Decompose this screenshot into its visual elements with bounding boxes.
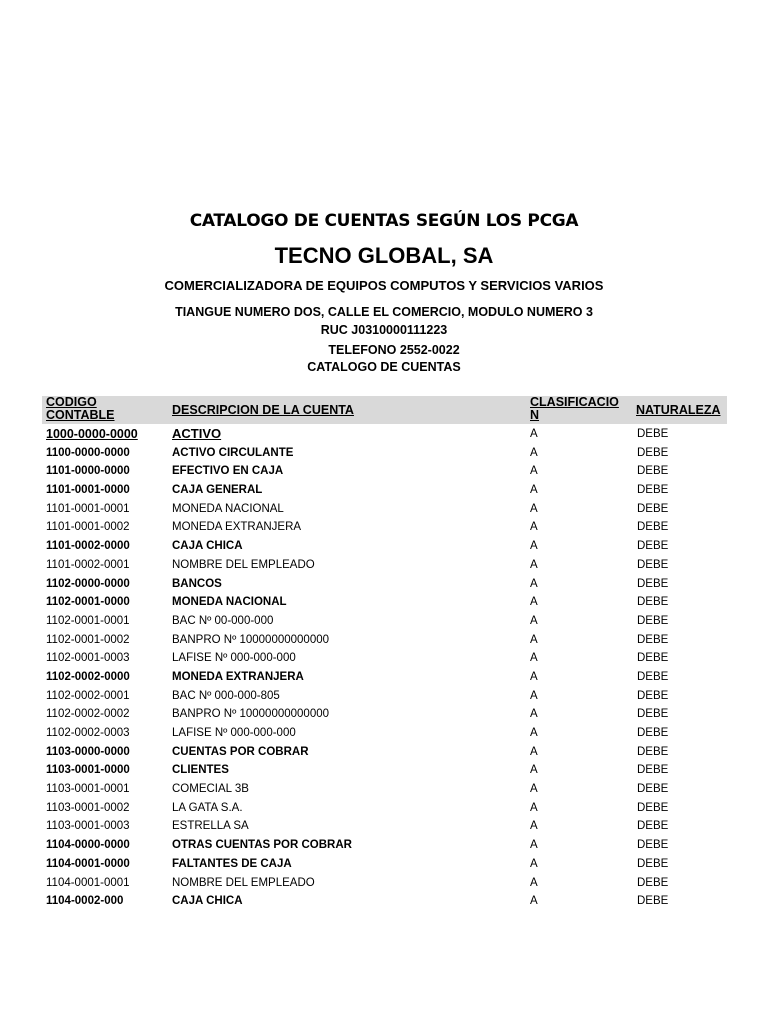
account-nature: DEBE — [637, 764, 669, 777]
account-classification: A — [530, 857, 538, 870]
table-row — [0, 724, 768, 743]
company-ruc: RUC J0310000111223 — [320, 323, 448, 337]
account-description: NOMBRE DEL EMPLEADO — [172, 876, 315, 889]
account-classification: A — [530, 652, 538, 665]
account-nature: DEBE — [637, 670, 669, 683]
account-description: MONEDA NACIONAL — [172, 502, 284, 515]
account-classification: A — [530, 596, 538, 609]
account-code: 1104-0001-0001 — [46, 876, 130, 889]
header-code: CODIGO CONTABLE — [46, 395, 115, 422]
account-description: COMECIAL 3B — [172, 783, 249, 796]
account-classification: A — [530, 558, 538, 571]
account-code: 1101-0002-0000 — [46, 540, 130, 553]
account-description: CAJA CHICA — [172, 895, 243, 908]
account-description: LAFISE Nº 000-000-000 — [172, 652, 296, 665]
account-classification: A — [530, 577, 538, 590]
account-code: 1102-0001-0000 — [46, 596, 130, 609]
table-row — [0, 705, 768, 724]
account-code: 1104-0001-0000 — [46, 857, 130, 870]
table-row — [0, 687, 768, 706]
account-code: 1103-0001-0002 — [46, 801, 130, 814]
account-description: CAJA GENERAL — [172, 484, 263, 497]
table-row — [0, 874, 768, 893]
account-classification: A — [530, 540, 538, 553]
account-code: 1100-0000-0000 — [46, 446, 130, 459]
account-code: 1102-0002-0001 — [46, 689, 130, 702]
account-nature: DEBE — [637, 465, 669, 478]
account-nature: DEBE — [637, 708, 669, 721]
account-classification: A — [530, 521, 538, 534]
account-description: MONEDA NACIONAL — [172, 596, 287, 609]
account-classification: A — [530, 428, 538, 440]
header-description: DESCRIPCION DE LA CUENTA — [172, 403, 354, 417]
account-nature: DEBE — [637, 540, 669, 553]
account-nature: DEBE — [637, 857, 669, 870]
document-title: CATALOGO DE CUENTAS SEGÚN LOS PCGA — [189, 211, 579, 231]
table-row — [0, 817, 768, 836]
account-classification: A — [530, 446, 538, 459]
catalog-label: CATALOGO DE CUENTAS — [307, 360, 461, 374]
table-row — [0, 481, 768, 500]
table-row — [0, 855, 768, 874]
table-row — [0, 631, 768, 650]
account-classification: A — [530, 484, 538, 497]
account-description: CLIENTES — [172, 764, 229, 777]
account-code: 1102-0000-0000 — [46, 577, 130, 590]
account-description: CUENTAS POR COBRAR — [172, 745, 309, 758]
account-code: 1102-0002-0002 — [46, 708, 130, 721]
company-address: TIANGUE NUMERO DOS, CALLE EL COMERCIO, MODULO NUMERO 3 — [175, 305, 593, 319]
account-classification: A — [530, 689, 538, 702]
account-nature: DEBE — [637, 727, 669, 739]
account-description: BANCOS — [172, 577, 222, 590]
account-code: 1104-0000-0000 — [46, 839, 130, 852]
account-classification: A — [530, 820, 538, 833]
account-code: 1104-0002-000 — [46, 895, 124, 908]
account-code: 1000-0000-0000 — [46, 427, 138, 441]
table-header — [42, 396, 727, 424]
account-code: 1102-0002-0003 — [46, 727, 130, 739]
account-classification: A — [530, 783, 538, 796]
table-row — [0, 612, 768, 631]
account-description: MONEDA EXTRANJERA — [172, 521, 302, 534]
account-code: 1103-0000-0000 — [46, 745, 130, 758]
account-description: BANPRO Nº 10000000000000 — [172, 633, 330, 646]
table-row — [0, 892, 768, 911]
table-row — [0, 799, 768, 818]
account-description: NOMBRE DEL EMPLEADO — [172, 558, 315, 571]
account-code: 1101-0001-0000 — [46, 484, 130, 497]
account-code: 1101-0002-0001 — [46, 558, 130, 571]
account-nature: DEBE — [637, 596, 669, 609]
table-row — [0, 761, 768, 780]
account-nature: DEBE — [637, 839, 669, 852]
account-description: BAC Nº 00-000-000 — [172, 614, 274, 627]
table-row — [0, 743, 768, 762]
account-description: ACTIVO — [172, 426, 222, 441]
account-code: 1101-0000-0000 — [46, 465, 130, 478]
account-classification: A — [530, 745, 538, 758]
account-code: 1101-0001-0001 — [46, 502, 130, 515]
table-row — [0, 575, 768, 594]
table-row — [0, 518, 768, 537]
table-row — [0, 537, 768, 556]
table-row — [0, 556, 768, 575]
account-nature: DEBE — [637, 633, 669, 646]
account-classification: A — [530, 502, 538, 515]
company-phone: TELEFONO 2552-0022 — [328, 343, 460, 357]
account-code: 1102-0001-0002 — [46, 633, 130, 646]
account-description: ESTRELLA SA — [172, 820, 249, 833]
account-nature: DEBE — [637, 876, 669, 889]
table-row — [0, 593, 768, 612]
accounts-table-body — [0, 425, 768, 911]
account-nature: DEBE — [637, 689, 669, 702]
account-nature: DEBE — [637, 652, 669, 665]
account-classification: A — [530, 465, 538, 478]
account-nature: DEBE — [637, 895, 669, 908]
company-name: TECNO GLOBAL, SA — [274, 243, 494, 268]
account-classification: A — [530, 727, 538, 739]
table-row — [0, 462, 768, 481]
table-row — [0, 425, 768, 444]
account-code: 1102-0002-0000 — [46, 670, 130, 683]
account-description: CAJA CHICA — [172, 540, 243, 553]
account-code: 1101-0001-0002 — [46, 521, 130, 534]
account-code: 1103-0001-0000 — [46, 764, 130, 777]
account-nature: DEBE — [637, 614, 669, 627]
account-classification: A — [530, 895, 538, 908]
account-classification: A — [530, 876, 538, 889]
account-code: 1103-0001-0001 — [46, 783, 130, 796]
account-classification: A — [530, 801, 538, 814]
account-description: BAC Nº 000-000-805 — [172, 689, 280, 702]
header-nature: NATURALEZA — [636, 403, 721, 417]
company-description: COMERCIALIZADORA DE EQUIPOS COMPUTOS Y SERVICIOS VARIOS — [164, 278, 604, 293]
account-classification: A — [530, 633, 538, 646]
table-row — [0, 649, 768, 668]
header-classification: CLASIFICACION — [530, 395, 619, 422]
account-description: LAFISE Nº 000-000-000 — [172, 727, 296, 739]
account-code: 1102-0001-0001 — [46, 614, 130, 627]
table-row — [0, 780, 768, 799]
account-classification: A — [530, 708, 538, 721]
account-description: FALTANTES DE CAJA — [172, 857, 292, 870]
account-code: 1103-0001-0003 — [46, 820, 130, 833]
account-nature: DEBE — [637, 446, 669, 459]
table-row — [0, 668, 768, 687]
account-classification: A — [530, 839, 538, 852]
account-nature: DEBE — [637, 801, 669, 814]
account-description: EFECTIVO EN CAJA — [172, 465, 284, 478]
account-description: LA GATA S.A. — [172, 801, 243, 814]
account-nature: DEBE — [637, 558, 669, 571]
account-nature: DEBE — [637, 745, 669, 758]
account-nature: DEBE — [637, 502, 669, 515]
account-code: 1102-0001-0003 — [46, 652, 130, 665]
account-description: BANPRO Nº 10000000000000 — [172, 708, 330, 721]
account-nature: DEBE — [637, 484, 669, 497]
account-nature: DEBE — [637, 428, 669, 440]
account-description: OTRAS CUENTAS POR COBRAR — [172, 839, 352, 852]
account-classification: A — [530, 670, 538, 683]
table-row — [0, 500, 768, 519]
account-nature: DEBE — [637, 577, 669, 590]
account-description: ACTIVO CIRCULANTE — [172, 446, 294, 459]
account-classification: A — [530, 764, 538, 777]
account-classification: A — [530, 614, 538, 627]
account-nature: DEBE — [637, 820, 669, 833]
account-nature: DEBE — [637, 783, 669, 796]
table-row — [0, 444, 768, 463]
account-nature: DEBE — [637, 521, 669, 534]
account-description: MONEDA EXTRANJERA — [172, 670, 304, 683]
table-row — [0, 836, 768, 855]
